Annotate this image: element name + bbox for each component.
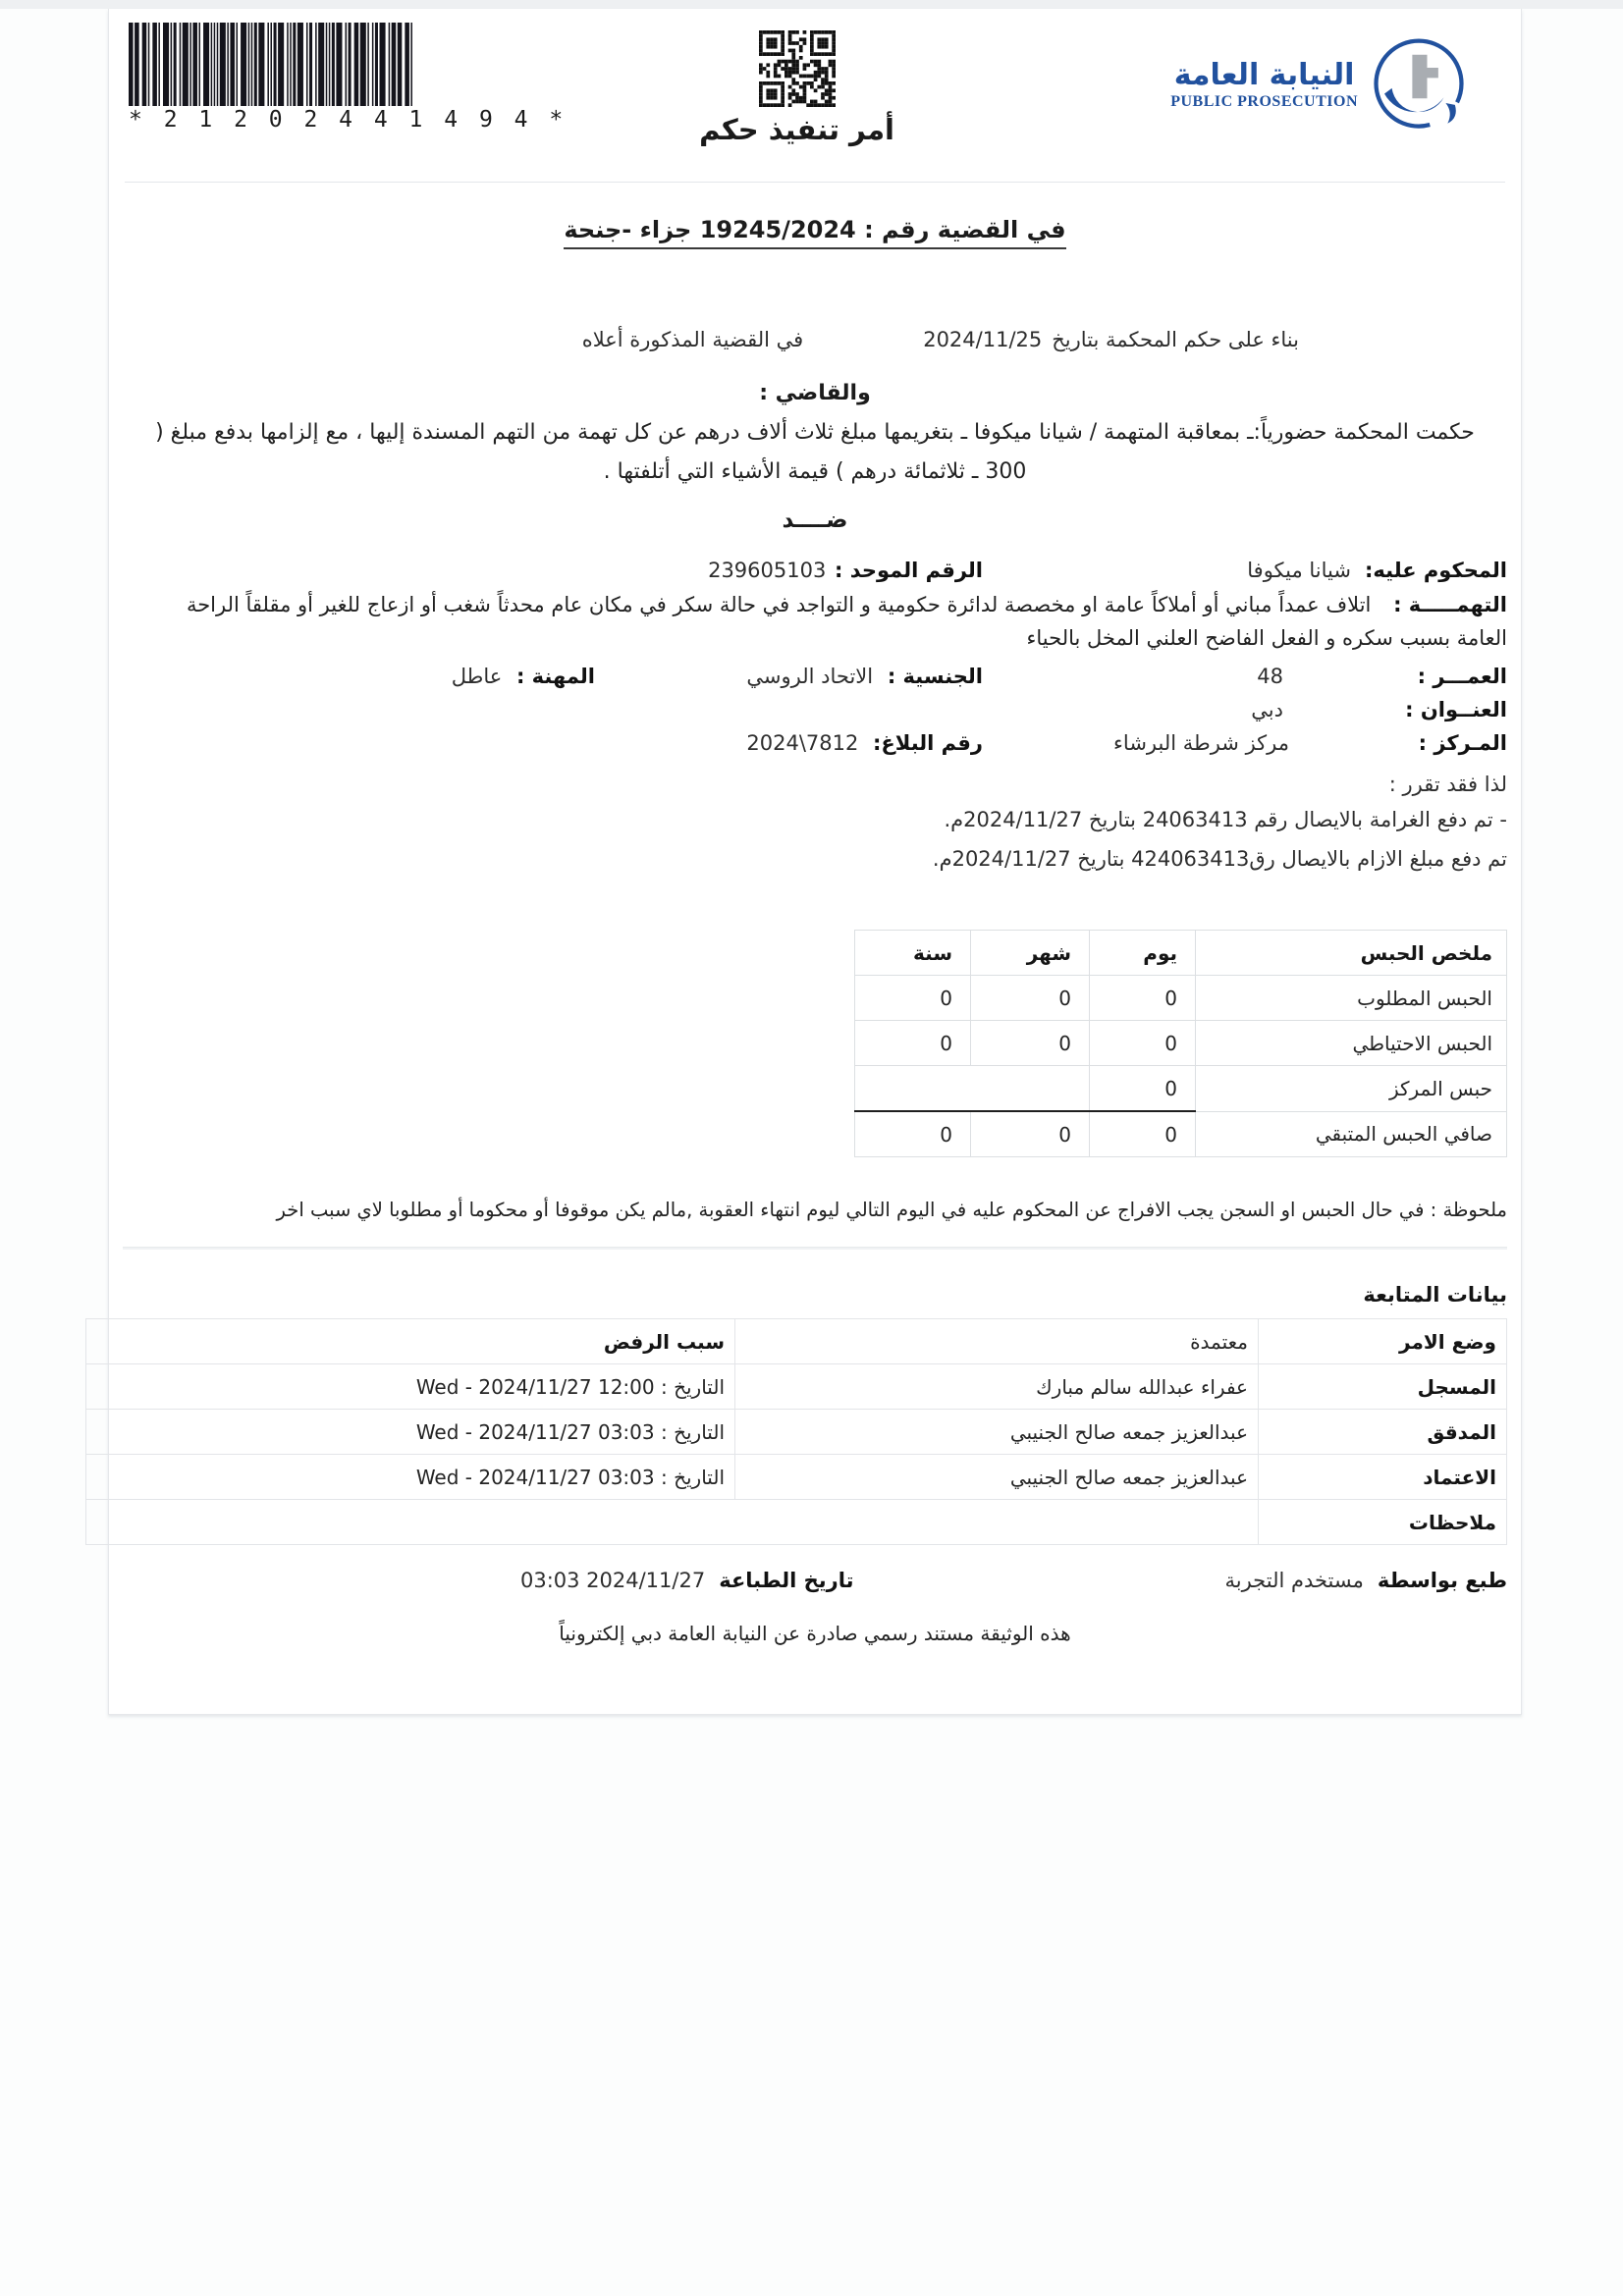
report-number-value: 7812\2024 [746,731,859,755]
convict-name-group [983,559,1507,582]
unified-number-label: الرقم الموحد : [835,559,983,582]
obligation-paid-line: تم دفع مبلغ الازام بالايصال رق424063413 بتاريخ 2024/11/27م. [932,847,1507,871]
column-day: يوم [1090,931,1196,976]
nationality-value: الاتحاد الروسي [746,665,874,688]
approval-date-cell [86,1455,735,1500]
column-year: سنة [855,931,971,976]
registrar-date-cell [86,1364,735,1410]
official-footer-note: هذه الوثيقة مستند رسمي صادرة عن النيابة العامة دبي إلكترونياً [559,1622,1071,1645]
column-month: شهر [971,931,1090,976]
approval-label: الاعتماد [1259,1455,1507,1500]
date-value: Wed - 2024/11/27 03:03 [415,1419,655,1444]
reject-reason-header: سبب الرفض [86,1319,735,1364]
date-value: Wed - 2024/11/27 12:00 [415,1374,655,1399]
case-number-line [123,216,1507,243]
age-row [123,665,1507,688]
followup-row [86,1364,1507,1410]
nationality-group [595,665,983,688]
case-number-text: في القضية رقم : 19245/2024 جزاء -جنحة [564,216,1065,249]
row-label: الحبس المطلوب [1196,976,1507,1021]
print-date-value: 03:03 2024/11/27 [519,1569,706,1592]
based-on-label: بناء على حكم المحكمة بتاريخ [1052,328,1299,351]
nationality-label: الجنسية : [887,665,983,688]
unified-number-group [595,559,983,582]
printed-by-label: طبع بواسطة [1377,1569,1507,1592]
release-note: ملحوظة : في حال الحبس او السجن يجب الافراج عن المحكوم عليه في اليوم التالي ليوم انتهاء العقوبة ,مالم يكن موقوفا أو محكوما أو مطلوبا لاي سبب اخر [276,1199,1507,1221]
row-label: صافي الحبس المتبقي [1196,1111,1507,1157]
auditor-date-cell [86,1410,735,1455]
date-label: التاريخ : [660,1419,725,1444]
date-value: Wed - 2024/11/27 03:03 [415,1465,655,1489]
job-label: المهنة : [515,665,595,688]
followup-header-row [86,1319,1507,1364]
in-case-above-text: في القضية المذكورة أعلاه [581,328,804,351]
job-group [123,665,595,688]
row-label: حبس المركز [1196,1066,1507,1112]
date-label: التاريخ : [660,1374,725,1399]
followup-section-title: بيانات المتابعة [1363,1283,1507,1307]
age-value: 48 [1257,665,1283,688]
table-row [855,1066,1507,1112]
decided-label: لذا فقد تقرر : [1388,773,1507,796]
status-label: وضع الامر [1259,1319,1507,1364]
day-value: 0 [1090,976,1196,1021]
charge-paragraph [146,588,1507,655]
verdict-paragraph: حكمت المحكمة حضورياً:ـ بمعاقبة المتهمة / شيانا ميكوفا ـ بتغريمها مبلغ ثلاث ألاف درهم عن كل تهمة من التهم المسندة إليها ، مع إلزامها بدفع مبلغ ( 300 ـ ثلاثمائة درهم ) قيمة الأشياء التي أتلفتها . [155,420,1475,484]
age-group [983,665,1507,688]
status-value: معتمدة [735,1319,1259,1364]
day-value: 0 [1090,1021,1196,1066]
logo-english-name: PUBLIC PROSECUTION [1170,92,1358,110]
report-number-group [595,731,983,755]
report-number-label: رقم البلاغ: [873,731,983,755]
versus-label: ضــــد [782,507,848,533]
followup-table [85,1318,1507,1545]
fine-paid-line: - تم دفع الغرامة بالايصال رقم 24063413 بتاريخ 2024/11/27م. [944,808,1507,831]
approval-name: عبدالعزيز جمعه صالح الجنيبي [735,1455,1259,1500]
month-value: 0 [971,976,1090,1021]
followup-row [86,1410,1507,1455]
station-label: المـركز : [1418,731,1507,755]
month-value: 0 [971,1021,1090,1066]
auditor-name: عبدالعزيز جمعه صالح الجنيبي [735,1410,1259,1455]
document-header [123,17,1507,182]
convict-name-label: المحكوم عليه: [1364,559,1507,582]
remarks-empty-cell [86,1500,1259,1545]
detention-table-title: ملخص الحبس [1196,931,1507,976]
convict-name-row [123,559,1507,582]
row-label: الحبس الاحتياطي [1196,1021,1507,1066]
day-value: 0 [1090,1111,1196,1157]
address-row [123,698,1507,721]
day-value: 0 [1090,1066,1196,1112]
year-value: 0 [855,1021,971,1066]
judgment-date: 2024/11/25 [923,328,1043,351]
table-header-row [855,931,1507,976]
and-judge-label: والقاضي : [759,381,871,405]
station-group [983,731,1507,755]
detention-summary-table [854,930,1507,1157]
registrar-label: المسجل [1259,1364,1507,1410]
job-value: عاطل [451,665,503,688]
logo-arabic-name: النيابة العامة [1173,58,1355,93]
charge-text: اتلاف عمداً مباني أو أملاكاً عامة او مخصصة لدائرة حكومية و التواجد في حالة سكر في مكان عام محدثاً شغب أو ازعاج للغير أو مقلقاً الراحة العامة بسبب سكره و الفعل الفاضح العلني المخل بالحياء [186,593,1507,650]
barcode-text: * 2 1 2 0 2 4 4 1 4 9 4 * [129,107,568,133]
section-divider [123,1247,1507,1250]
convict-name: شيانا ميكوفا [1247,559,1351,582]
table-row [855,976,1507,1021]
printed-by-value: مستخدم التجربة [1224,1569,1364,1592]
document-page [108,9,1522,1715]
merged-empty-cell [855,1066,1090,1112]
year-value: 0 [855,1111,971,1157]
logo-text [1170,60,1358,111]
table-row [855,1111,1507,1157]
judgment-basis-row [123,328,1507,351]
followup-row [86,1500,1507,1545]
header-divider [125,182,1505,183]
address-group [983,698,1507,721]
year-value: 0 [855,976,971,1021]
print-info-row [123,1569,1507,1592]
print-date-group [516,1569,854,1592]
remarks-label: ملاحظات [1259,1500,1507,1545]
age-label: العمـــر : [1417,665,1507,688]
barcode-block [129,23,568,133]
station-value: مركز شرطة البرشاء [1113,731,1289,755]
unified-number: 239605103 [708,559,827,582]
header-center [423,17,1170,146]
prosecution-logo [1170,34,1470,136]
qr-code-icon [759,30,836,107]
auditor-label: المدقق [1259,1410,1507,1455]
barcode-icon [129,23,415,106]
registrar-name: عفراء عبدالله سالم مبارك [735,1364,1259,1410]
viewer-top-strip [0,0,1623,9]
address-label: العنــوان : [1405,698,1507,721]
print-date-label: تاريخ الطباعة [719,1569,854,1592]
prosecution-emblem-icon [1368,34,1470,136]
document-title: أمر تنفيذ حكم [699,113,894,146]
station-row [123,731,1507,755]
followup-row [86,1455,1507,1500]
date-label: التاريخ : [660,1465,725,1489]
charge-label: التهمـــــة : [1393,593,1507,616]
address-value: دبي [1251,698,1283,721]
table-row [855,1021,1507,1066]
month-value: 0 [971,1111,1090,1157]
